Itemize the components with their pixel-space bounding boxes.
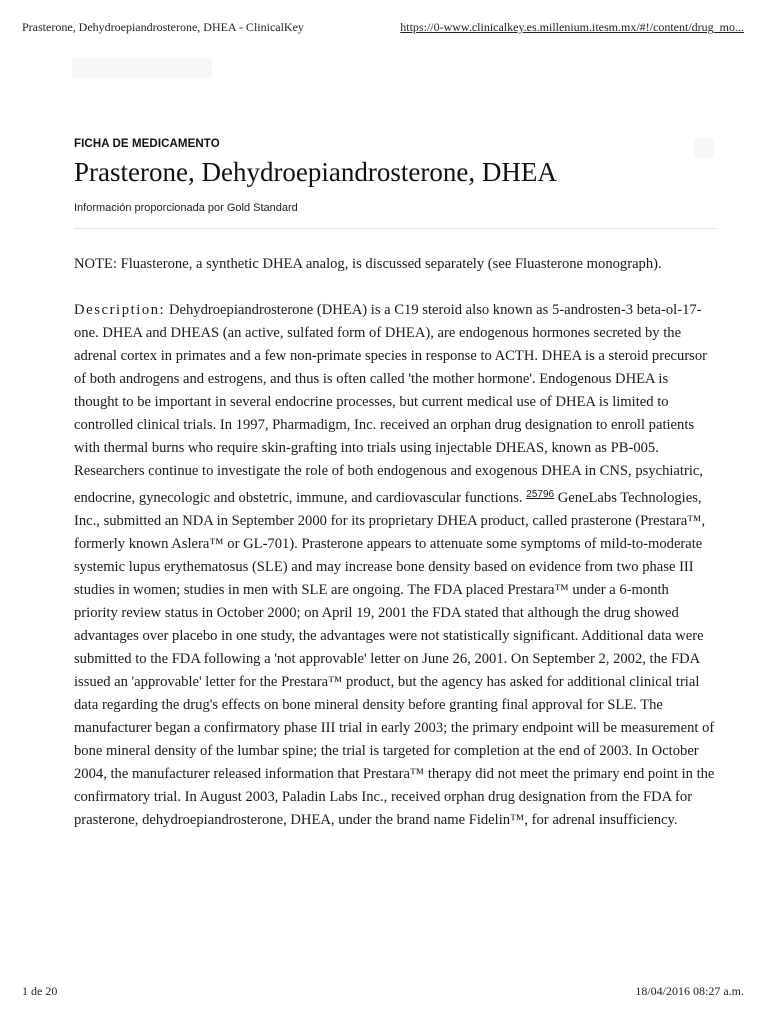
note-paragraph: NOTE: Fluasterone, a synthetic DHEA analog, is discussed separately (see Fluasterone monograph). [74,256,662,272]
description-paragraph [74,299,716,832]
drug-monograph [74,138,716,832]
clinicalkey-logo [72,58,212,78]
page-number: 1 de 20 [22,984,58,998]
print-footer [22,984,744,1000]
description-label: Description: [74,302,166,318]
divider [74,228,716,229]
print-timestamp: 18/04/2016 08:27 a.m. [635,984,744,998]
description-text-continued: GeneLabs Technologies, Inc., submitted an NDA in September 2000 for its proprietary DHEA product, called prasterone (Prestara™, formerly known Aslera™ or GL-701). Prasterone appears to attenuate some symptoms of mild-to-moderate systemic lupus erythematosus (SLE) and may increase bone density based on evidence from two phase III studies in women; studies in men with SLE are ongoing. The FDA placed Prestara™ under a 6-month priority review status in October 2000; on April 19, 2001 the FDA stated that although the drug showed advantages over placebo in one study, the advantages were not statistically significant. Additional data were submitted to the FDA following a 'not approvable' letter on June 26, 2001. On September 2, 2002, the FDA issued an 'approvable' letter for the Prestara™ product, but the agency has asked for additional clinical trial data regarding the drug's effects on bone mineral density before granting final approval for SLE. The manufacturer began a confirmatory phase III trial in early 2003; the primary endpoint will be measurement of bone mineral density of the lumbar spine; the trial is targeted for completion at the end of 2003. In October 2004, the manufacturer released information that Prestara™ therapy did not meet the primary end point in the confirmatory trial. In August 2003, Paladin Labs Inc., received orphan drug designation from the FDA for prasterone, dehydroepiandrosterone, DHEA, under the brand name Fidelin™, for adrenal insufficiency. [74,490,715,828]
description-text: Dehydroepiandrosterone (DHEA) is a C19 steroid also known as 5-androsten-3 beta-ol-17-one. DHEA and DHEAS (an active, sulfated form of DHEA), are endogenous hormones secreted by the adrenal cortex in primates and a few non-primate species in response to ACTH. DHEA is a steroid precursor of both androgens and estrogens, and thus is often called 'the mother hormone'. Endogenous DHEA is thought to be important in several endocrine processes, but current medical use of DHEA is limited to controlled clinical trials. In 1997, Pharmadigm, Inc. received an orphan drug designation to enroll patients with thermal burns who require skin-grafting into trials using injectable DHEAS, known as PB-005. Researchers continue to investigate the role of both endogenous and exogenous DHEA in CNS, psychiatric, endocrine, gynecologic and obstetric, immune, and cardiovascular functions. [74,302,708,506]
reference-link[interactable]: 25796 [526,489,555,500]
print-header [22,20,744,40]
print-document-title: Prasterone, Dehydroepiandrosterone, DHEA - ClinicalKey [22,20,304,34]
print-source-url[interactable]: https://0-www.clinicalkey.es.millenium.itesm.mx/#!/content/drug_mo... [400,20,744,34]
source-attribution: Información proporcionada por Gold Standard [74,202,298,214]
content-type-label: FICHA DE MEDICAMENTO [74,138,220,150]
page-title: Prasterone, Dehydroepiandrosterone, DHEA [74,157,557,187]
